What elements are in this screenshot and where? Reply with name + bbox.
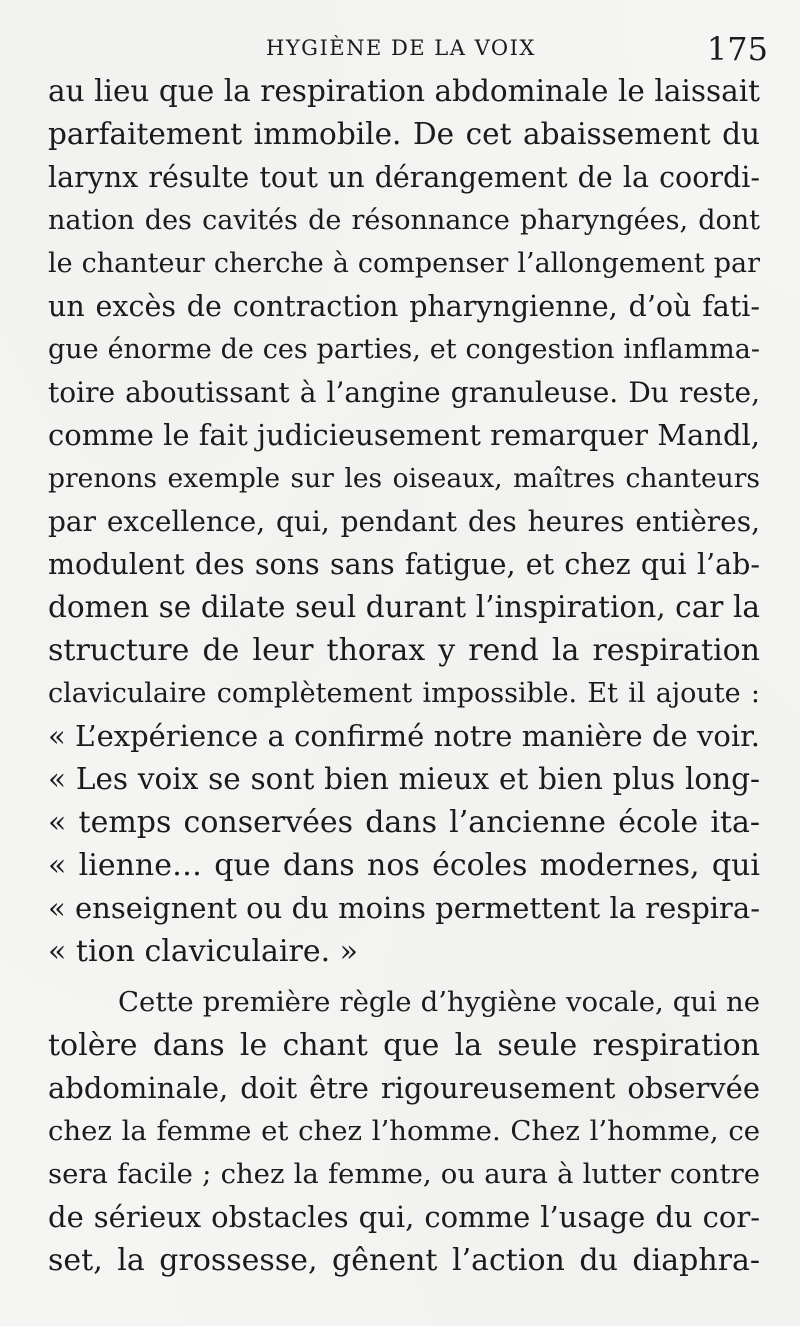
quote-line: « tion claviculaire. » xyxy=(48,934,359,969)
text-line: structure de leur thorax y rend la respiration xyxy=(48,633,760,668)
text-line: tolère dans le chant que la seule respiration xyxy=(48,1028,760,1063)
text-line: modulent des sons sans fatigue, et chez qui l’ab- xyxy=(48,548,760,581)
text-line: nation des cavités de résonnance pharyngées, dont xyxy=(48,205,760,236)
body-text xyxy=(48,70,760,1282)
text-line: prenons exemple sur les oiseaux, maîtres chanteurs xyxy=(48,463,760,494)
text-line: chez la femme et chez l’homme. Chez l’homme, ce xyxy=(48,1115,760,1147)
running-title: HYGIÈNE DE LA VOIX xyxy=(266,36,536,60)
running-head xyxy=(0,30,800,70)
paragraph xyxy=(48,70,760,973)
text-line: Cette première règle d’hygiène vocale, qui ne xyxy=(118,986,760,1018)
text-line: le chanteur cherche à compenser l’allongement par xyxy=(48,248,760,279)
text-line: sera facile ; chez la femme, ou aura à lutter contre xyxy=(48,1158,760,1190)
text-line: larynx résulte tout un dérangement de la coordi- xyxy=(48,161,760,194)
text-line: de sérieux obstacles qui, comme l’usage du cor- xyxy=(48,1200,760,1234)
text-line: gue énorme de ces parties, et congestion inflamma- xyxy=(48,334,760,365)
text-line: abdominale, doit être rigoureusement observée xyxy=(48,1071,760,1105)
text-line: par excellence, qui, pendant des heures entières, xyxy=(48,505,760,538)
text-line: un excès de contraction pharyngienne, d’où fati- xyxy=(48,290,760,323)
text-line: claviculaire complètement impossible. Et il ajoute : xyxy=(48,678,760,709)
paragraph xyxy=(48,981,760,1282)
text-line: au lieu que la respiration abdominale le laissait xyxy=(48,74,760,108)
paragraph-gap xyxy=(48,973,760,981)
quote-line: « temps conservées dans l’ancienne école ita- xyxy=(48,805,760,840)
text-line: set, la grossesse, gênent l’action du diaphra- xyxy=(48,1243,760,1278)
text-line: domen se dilate seul durant l’inspiration, car la xyxy=(48,590,760,624)
text-line: toire aboutissant à l’angine granuleuse. Du reste, xyxy=(48,376,760,409)
text-line: comme le fait judicieusement remarquer Mandl, xyxy=(48,418,760,452)
quote-line: « L’expérience a confirmé notre manière de voir. xyxy=(48,719,760,753)
quote-line: « Les voix se sont bien mieux et bien plus long- xyxy=(48,762,760,796)
text-line: parfaitement immobile. De cet abaissement du xyxy=(48,117,760,151)
quote-line: « enseignent ou du moins permettent la respira- xyxy=(48,891,760,925)
page-number: 175 xyxy=(706,30,768,68)
quote-line: « lienne… que dans nos écoles modernes, qui xyxy=(48,848,760,883)
